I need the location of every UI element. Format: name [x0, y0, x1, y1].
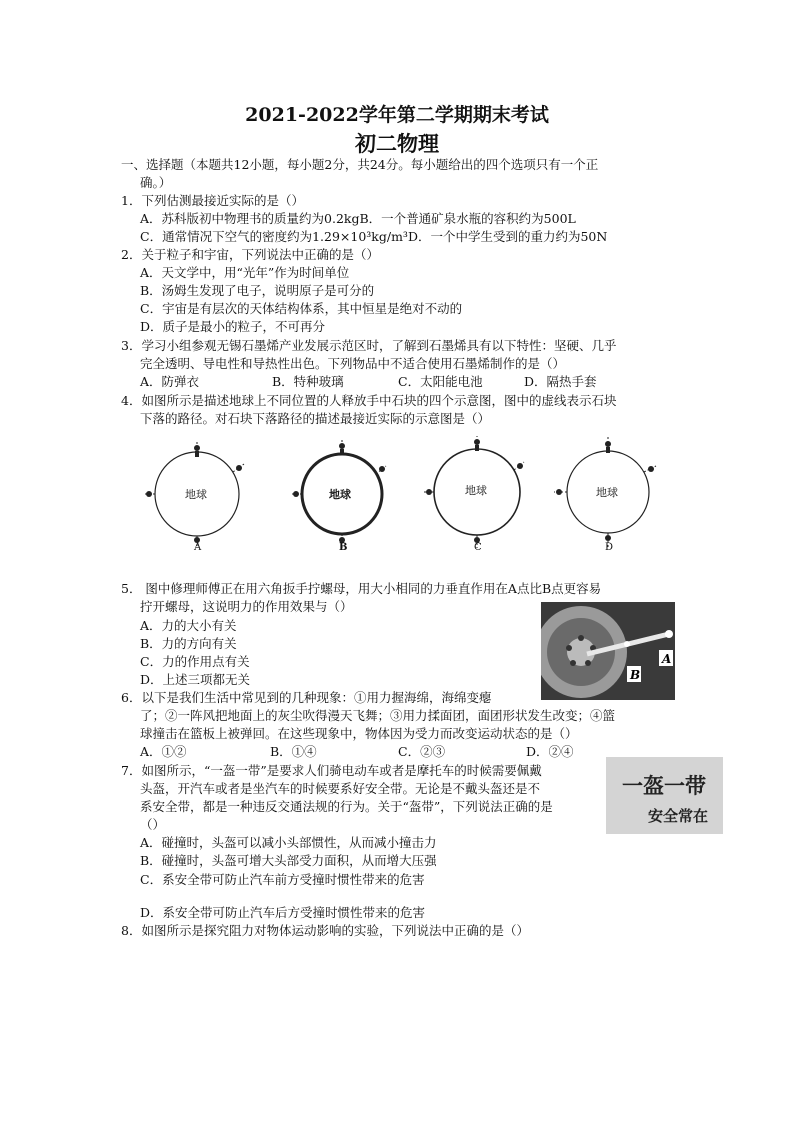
q1-stem: 1．下列估测最接近实际的是（） [121, 193, 304, 208]
q5-stem-cont: 拧开螺母，这说明力的作用效果与（） [140, 599, 353, 614]
q7-stem-cont3: （） [140, 817, 166, 832]
q6-option-a: A．①② [140, 744, 187, 759]
q4-stem: 4．如图所示是描述地球上不同位置的人释放手中石块的四个示意图，图中的虚线表示石块 [121, 393, 617, 408]
q3-stem: 3．学习小组参观无锡石墨烯产业发展示范区时，了解到石墨烯具有以下特性：坚硬、几乎 [121, 338, 617, 353]
q3-option-a: A．防弹衣 [140, 374, 200, 389]
section-instruction: 一、选择题（本题共12小题，每小题2分，共24分。每小题给出的四个选项只有一个正 [121, 157, 599, 172]
earth-label-b: 地球 [329, 488, 351, 501]
q2-option-b: B．汤姆生发现了电子，说明原子是可分的 [140, 283, 375, 298]
sign-main-text: 一盔一带 [622, 774, 706, 798]
q6-stem-cont: 了；②一阵风把地面上的灰尘吹得漫天飞舞；③用力揉面团，面团形状发生改变；④篮 [140, 708, 616, 723]
caption-d: D [605, 542, 614, 552]
section-instruction-cont: 确。） [140, 175, 172, 190]
subject-title: 初二物理 [355, 131, 439, 156]
q2-stem: 2．关于粒子和宇宙，下列说法中正确的是（） [121, 247, 379, 262]
earth-label-c: 地球 [465, 484, 487, 497]
q2-option-c: C．宇宙是有层次的天体结构体系，其中恒星是绝对不动的 [140, 301, 463, 316]
q5-option-b: B．力的方向有关 [140, 636, 237, 651]
exam-title: 2021-2022学年第二学期期末考试 [245, 104, 549, 126]
q4-stem-cont: 下落的路径。对石块下落路径的描述最接近实际的示意图是（） [140, 411, 491, 426]
q6-option-d: D．②④ [526, 744, 574, 759]
q6-option-b: B．①④ [270, 744, 317, 759]
caption-b: B [339, 542, 348, 552]
point-a-label: A [662, 652, 672, 666]
q7-stem-cont: 头盔，开汽车或者是坐汽车的时候要系好安全带。无论是不戴头盔还是不 [140, 781, 541, 796]
q2-option-a: A．天文学中，用“光年”作为时间单位 [140, 265, 350, 280]
q5-stem: 5． 图中修理师傅正在用六角扳手拧螺母，用大小相同的力垂直作用在A点比B点更容易 [121, 581, 602, 596]
caption-a: A [194, 542, 202, 552]
q7-option-b: B．碰撞时，头盔可增大头部受力面积，从而增大压强 [140, 853, 437, 868]
q6-stem: 6．以下是我们生活中常见到的几种现象：①用力握海绵，海绵变瘪 [121, 690, 492, 705]
earth-label-a: 地球 [185, 488, 207, 501]
q3-stem-cont: 完全透明、导电性和导热性出色。下列物品中不适合使用石墨烯制作的是（） [140, 356, 566, 371]
earth-label-d: 地球 [596, 486, 618, 499]
q1-options-ab: A．苏科版初中物理书的质量约为0.2kgB．一个普通矿泉水瓶的容积约为500L [140, 211, 576, 226]
sign-sub-text: 安全常在 [647, 807, 709, 825]
helmet-belt-sign [606, 757, 723, 834]
q7-stem-cont2: 系安全带，都是一种违反交通法规的行为。关于“盔带”，下列说法正确的是 [140, 799, 553, 814]
q3-option-d: D．隔热手套 [524, 374, 597, 389]
q6-stem-cont2: 球撞击在篮板上被弹回。在这些现象中，物体因为受力而改变运动状态的是（） [140, 726, 578, 741]
q3-option-b: B．特种玻璃 [272, 374, 344, 389]
point-b-label: B [630, 668, 641, 682]
q5-option-c: C．力的作用点有关 [140, 654, 250, 669]
q3-option-c: C．太阳能电池 [398, 374, 483, 389]
q7-option-d: D．系安全带可防止汽车后方受撞时惯性带来的危害 [140, 905, 426, 920]
q5-option-a: A．力的大小有关 [140, 618, 237, 633]
q1-options-cd: C．通常情况下空气的密度约为1.29×10³kg/m³D．一个中学生受到的重力约为50N [140, 229, 608, 244]
q8-stem: 8．如图所示是探究阻力对物体运动影响的实验，下列说法中正确的是（） [121, 923, 529, 938]
q7-stem: 7．如图所示，“一盔一带”是要求人们骑电动车或者是摩托车的时候需要佩戴 [121, 763, 542, 778]
q2-option-d: D．质子是最小的粒子，不可再分 [140, 319, 326, 334]
wrench-photo [541, 602, 675, 700]
earth-diagrams [140, 432, 680, 552]
q7-option-a: A．碰撞时，头盔可以减小头部惯性，从而减小撞击力 [140, 835, 437, 850]
q7-option-c: C．系安全带可防止汽车前方受撞时惯性带来的危害 [140, 872, 425, 887]
q6-option-c: C．②③ [398, 744, 446, 759]
q5-option-d: D．上述三项都无关 [140, 672, 251, 687]
caption-c: C [474, 542, 482, 552]
